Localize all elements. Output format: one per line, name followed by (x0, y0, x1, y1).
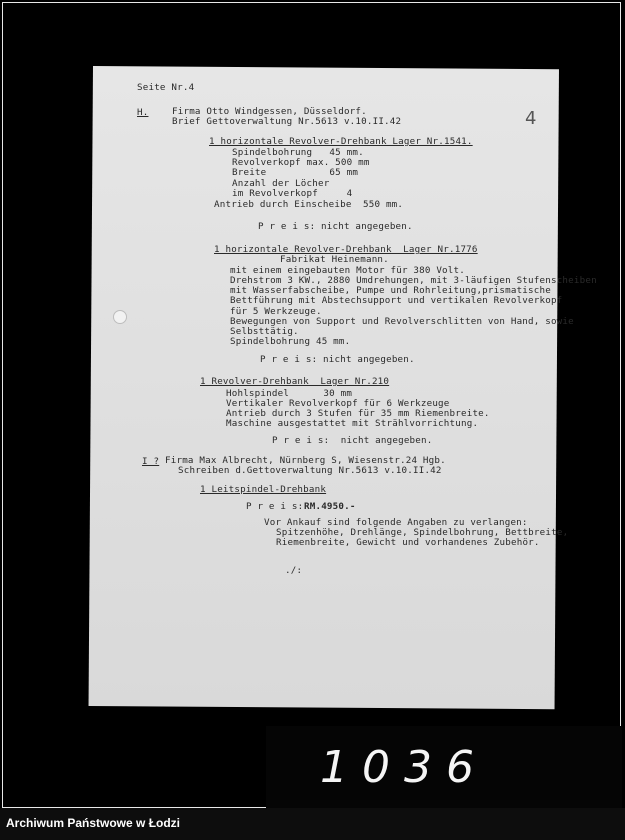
handwritten-page-mark: 4 (525, 108, 537, 129)
item-1-line: Anzahl der Löcher (232, 178, 330, 189)
archive-footer-text: Archiwum Państwowe w Łodzi (6, 816, 181, 830)
section-i-price-label: P r e i s: (246, 501, 304, 512)
item-1-title: 1 horizontale Revolver-Drehbank Lager Nr.1541. (209, 136, 473, 147)
section-h-letter-ref: Brief Gettoverwaltung Nr.5613 v.10.II.42 (172, 116, 402, 127)
item-3-line: Vertikaler Revolverkopf für 6 Werkzeuge (226, 398, 450, 409)
item-2-title: 1 horizontale Revolver-Drehbank Lager Nr.1776 (214, 244, 478, 255)
item-2-line: Selbsttätig. (230, 326, 299, 337)
item-2-line: für 5 Werkzeuge. (230, 306, 322, 317)
item-2-line: Spindelbohrung 45 mm. (230, 336, 351, 347)
item-2-line: Fabrikat Heinemann. (280, 254, 389, 265)
frame-number: 1036 (320, 742, 488, 793)
item-2-line: mit Wasserfabscheibe, Pumpe und Rohrleitung,prismatische (230, 285, 551, 296)
item-3-price: P r e i s: nicht angegeben. (272, 435, 433, 446)
section-i-marker: I ? (142, 456, 160, 467)
section-i-firm: Firma Max Albrecht, Nürnberg S, Wiesenstr.24 Hgb. (165, 455, 446, 466)
section-i-note: Spitzenhöhe, Drehlänge, Spindelbohrung, Bettbreite, (276, 527, 569, 538)
section-i-note: Riemenbreite, Gewicht und vorhandenes Zubehör. (276, 537, 540, 548)
item-2-line: Drehstrom 3 KW., 2880 Umdrehungen, mit 3-läufigen Stufenscheiben (230, 275, 597, 286)
section-i-item-title: 1 Leitspindel-Drehbank (200, 484, 327, 495)
punch-hole (113, 310, 127, 324)
item-1-line: Revolverkopf max. 500 mm (232, 157, 370, 168)
item-3-line: Hohlspindel 30 mm (226, 388, 353, 399)
item-3-line: Antrieb durch 3 Stufen für 35 mm Riemenbreite. (226, 408, 490, 419)
section-i-note: Vor Ankauf sind folgende Angaben zu verlangen: (264, 517, 528, 528)
item-1-price: P r e i s: nicht angegeben. (258, 221, 413, 232)
section-i-letter-ref: Schreiben d.Gettoverwaltung Nr.5613 v.10.II.42 (178, 465, 442, 476)
item-1-line: im Revolverkopf 4 (232, 188, 353, 199)
item-3-title: 1 Revolver-Drehbank Lager Nr.210 (200, 376, 390, 387)
item-2-line: Bettführung mit Abstechsupport und vertikalen Revolverkopf (230, 295, 563, 306)
item-1-line: Antrieb durch Einscheibe 550 mm. (214, 199, 404, 210)
item-3-line: Maschine ausgestattet mit Strählvorrichtung. (226, 418, 479, 429)
section-h-firm: Firma Otto Windgessen, Düsseldorf. (172, 106, 367, 117)
item-2-price: P r e i s: nicht angegeben. (260, 354, 415, 365)
closing-mark: ./: (285, 565, 303, 576)
item-1-line: Breite 65 mm (232, 167, 359, 178)
item-1-line: Spindelbohrung 45 mm. (232, 147, 364, 158)
page-label: Seite Nr.4 (137, 82, 195, 93)
item-2-line: Bewegungen von Support und Revolverschlitten von Hand, sowie (230, 316, 574, 327)
section-h-marker: H. (137, 107, 149, 118)
section-i-price-value: RM.4950.- (304, 501, 356, 512)
item-2-line: mit einem eingebauten Motor für 380 Volt. (230, 265, 465, 276)
